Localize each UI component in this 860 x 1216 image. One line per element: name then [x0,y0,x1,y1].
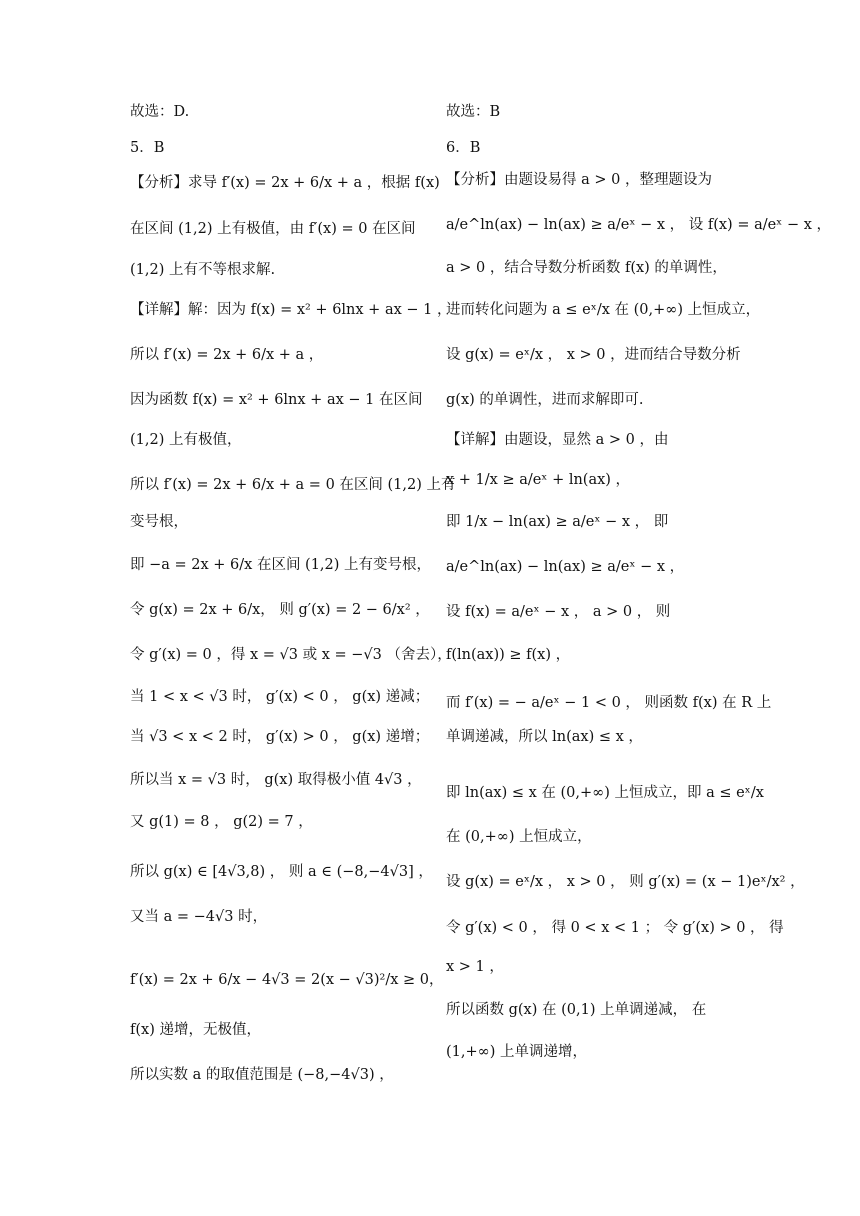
left-column-line: 所以实数 a 的取值范围是 (−8,−4√3) ， [130,1067,394,1083]
left-column-line: 故选：D. [130,104,190,120]
right-column-line: f(ln(ax)) ≥ f(x) ， [446,647,571,663]
right-column-line: a/e^ln(ax) − ln(ax) ≥ a/eˣ − x ， 设 f(x) = a/eˣ − x ， [446,217,831,233]
left-column-line: 令 g′(x) = 0 ，得 x = √3 或 x = −√3 （舍去）， [130,647,452,663]
right-column-line: 即 ln(ax) ≤ x 在 (0,+∞) 上恒成立，即 a ≤ eˣ/x [446,785,764,801]
right-column-line: x + 1/x ≥ a/eˣ + ln(ax) ， [446,472,631,488]
right-column-line: 6．B [446,140,481,156]
left-column-line: 当 √3 < x < 2 时， g′(x) > 0 ， g(x) 递增； [130,729,430,745]
right-column-line: g(x) 的单调性，进而求解即可. [446,392,644,408]
right-column-line: a/e^ln(ax) − ln(ax) ≥ a/eˣ − x ， [446,559,685,575]
left-column-line: 当 1 < x < √3 时， g′(x) < 0 ， g(x) 递减； [130,689,430,705]
right-column-line: 故选：B [446,104,501,120]
left-column-line: f′(x) = 2x + 6/x − 4√3 = 2(x − √3)²/x ≥ 0， [130,972,444,988]
left-column-line: 令 g(x) = 2x + 6/x， 则 g′(x) = 2 − 6/x² ， [130,602,430,618]
right-column-line: 设 g(x) = eˣ/x ， x > 0 ，进而结合导数分析 [446,347,741,363]
left-column-line: 因为函数 f(x) = x² + 6lnx + ax − 1 在区间 [130,392,423,408]
left-column-line: 所以 g(x) ∈ [4√3,8) ， 则 a ∈ (−8,−4√3] ， [130,864,433,880]
left-column-line: 所以 f′(x) = 2x + 6/x + a = 0 在区间 (1,2) 上有 [130,477,456,493]
right-column-line: 单调递减，所以 ln(ax) ≤ x ， [446,729,643,745]
right-column-line: 设 f(x) = a/eˣ − x ， a > 0 ， 则 [446,604,671,620]
right-column-line: 所以函数 g(x) 在 (0,1) 上单调递减， 在 [446,1002,707,1018]
left-column-line: (1,2) 上有不等根求解. [130,262,276,278]
right-column-line: 令 g′(x) < 0 ， 得 0 < x < 1 ； 令 g′(x) > 0 ， 得 [446,920,784,936]
right-column-line: x > 1 ， [446,959,504,975]
right-column-line: 即 1/x − ln(ax) ≥ a/eˣ − x ， 即 [446,514,669,530]
right-column-line: (1,+∞) 上单调递增， [446,1044,587,1060]
right-column-line: 【分析】由题设易得 a > 0 ，整理题设为 [446,172,712,188]
left-column-line: 所以 f′(x) = 2x + 6/x + a ， [130,347,324,363]
left-column-line: 又当 a = −4√3 时， [130,909,268,925]
left-column-line: 所以当 x = √3 时， g(x) 取得极小值 4√3 ， [130,772,422,788]
left-column-line: f(x) 递增，无极值， [130,1022,261,1038]
right-column-line: 进而转化问题为 a ≤ eˣ/x 在 (0,+∞) 上恒成立， [446,302,761,318]
left-column-line: 在区间 (1,2) 上有极值，由 f′(x) = 0 在区间 [130,221,416,237]
left-column-line: 又 g(1) = 8 ， g(2) = 7 ， [130,814,313,830]
right-column-line: a > 0 ，结合导数分析函数 f(x) 的单调性， [446,260,727,276]
left-column-line: (1,2) 上有极值， [130,432,242,448]
left-column-line: 【分析】求导 f′(x) = 2x + 6/x + a ，根据 f(x) [130,175,440,191]
right-column-line: 在 (0,+∞) 上恒成立， [446,829,592,845]
right-column-line: 而 f′(x) = − a/eˣ − 1 < 0 ， 则函数 f(x) 在 R 上 [446,695,772,711]
left-column-line: 变号根， [130,514,188,530]
left-column-line: 【详解】解：因为 f(x) = x² + 6lnx + ax − 1 ， [130,302,452,318]
right-column-line: 【详解】由题设，显然 a > 0 ，由 [446,432,669,448]
left-column-line: 即 −a = 2x + 6/x 在区间 (1,2) 上有变号根， [130,557,432,573]
left-column-line: 5．B [130,140,165,156]
right-column-line: 设 g(x) = eˣ/x ， x > 0 ， 则 g′(x) = (x − 1)eˣ/x² ， [446,874,805,890]
